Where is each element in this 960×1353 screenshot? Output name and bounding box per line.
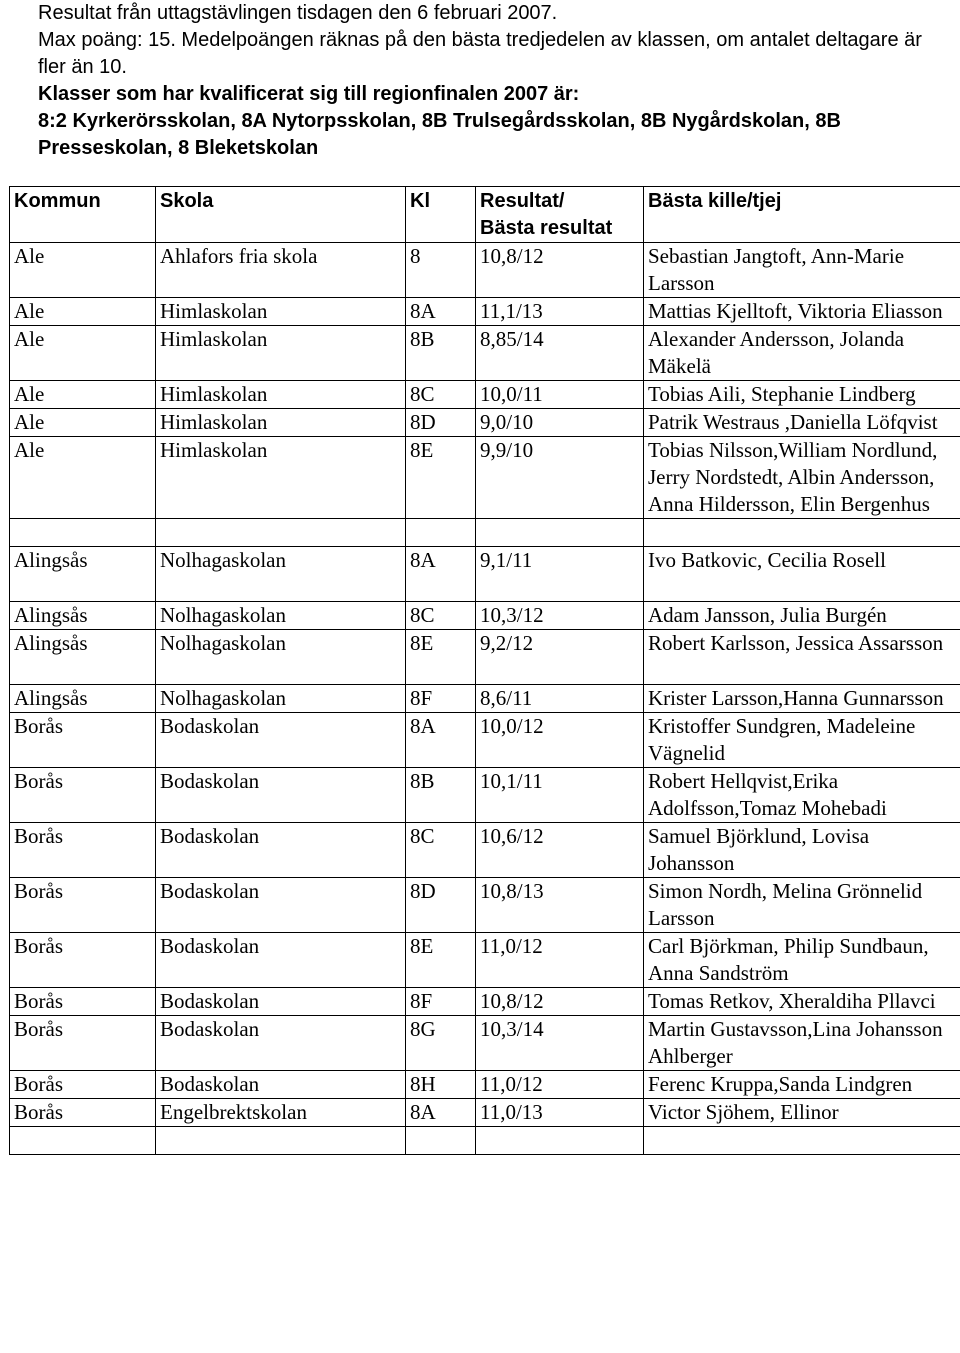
empty-cell — [644, 1127, 960, 1155]
cell-kl: 8 — [406, 243, 476, 298]
cell-basta: Tobias Aili, Stephanie Lindberg — [644, 381, 960, 409]
empty-cell — [476, 519, 644, 547]
cell-skola: Himlaskolan — [156, 437, 406, 519]
intro-line-2: Max poäng: 15. Medelpoängen räknas på den bästa tredjedelen av klassen, om antalet deltagare är fler än 10. — [38, 29, 922, 78]
empty-row — [10, 1127, 960, 1155]
cell-skola: Himlaskolan — [156, 298, 406, 326]
cell-resultat: 11,0/13 — [476, 1099, 644, 1127]
cell-skola: Nolhagaskolan — [156, 602, 406, 630]
cell-basta: Ivo Batkovic, Cecilia Rosell — [644, 547, 960, 602]
cell-basta: Kristoffer Sundgren, Madeleine Vägnelid — [644, 713, 960, 768]
cell-skola: Bodaskolan — [156, 1071, 406, 1099]
cell-kommun: Alingsås — [10, 602, 156, 630]
table-row — [10, 1071, 960, 1099]
cell-kommun: Ale — [10, 437, 156, 519]
cell-kommun: Borås — [10, 1016, 156, 1071]
cell-kl: 8H — [406, 1071, 476, 1099]
cell-basta: Krister Larsson,Hanna Gunnarsson — [644, 685, 960, 713]
cell-basta: Martin Gustavsson,Lina Johansson Ahlberger — [644, 1016, 960, 1071]
cell-kl: 8A — [406, 298, 476, 326]
header-resultat — [476, 187, 644, 243]
table-row — [10, 768, 960, 823]
table-row — [10, 713, 960, 768]
table-row — [10, 823, 960, 878]
cell-kl: 8B — [406, 768, 476, 823]
empty-cell — [10, 1127, 156, 1155]
table-row — [10, 602, 960, 630]
cell-resultat: 10,0/11 — [476, 381, 644, 409]
cell-skola: Engelbrektskolan — [156, 1099, 406, 1127]
cell-basta: Alexander Andersson, Jolanda Mäkelä — [644, 326, 960, 381]
empty-row — [10, 519, 960, 547]
cell-kommun: Borås — [10, 878, 156, 933]
cell-resultat: 10,8/12 — [476, 243, 644, 298]
cell-skola: Bodaskolan — [156, 933, 406, 988]
cell-skola: Nolhagaskolan — [156, 685, 406, 713]
cell-kl: 8C — [406, 602, 476, 630]
cell-kommun: Borås — [10, 933, 156, 988]
cell-kommun: Borås — [10, 1071, 156, 1099]
cell-kl: 8C — [406, 381, 476, 409]
cell-resultat: 10,0/12 — [476, 713, 644, 768]
cell-kommun: Alingsås — [10, 630, 156, 685]
cell-basta: Robert Karlsson, Jessica Assarsson — [644, 630, 960, 685]
cell-basta: Samuel Björklund, Lovisa Johansson — [644, 823, 960, 878]
cell-kommun: Borås — [10, 823, 156, 878]
cell-kl: 8E — [406, 437, 476, 519]
cell-kl: 8A — [406, 713, 476, 768]
cell-resultat: 11,0/12 — [476, 933, 644, 988]
cell-basta: Robert Hellqvist,Erika Adolfsson,Tomaz Mohebadi — [644, 768, 960, 823]
table-body — [10, 243, 960, 1155]
cell-kommun: Ale — [10, 326, 156, 381]
cell-kl: 8A — [406, 1099, 476, 1127]
cell-skola: Bodaskolan — [156, 988, 406, 1016]
cell-resultat: 8,85/14 — [476, 326, 644, 381]
cell-kommun: Ale — [10, 243, 156, 298]
cell-skola: Himlaskolan — [156, 326, 406, 381]
cell-kommun: Ale — [10, 298, 156, 326]
cell-kl: 8G — [406, 1016, 476, 1071]
cell-kommun: Ale — [10, 409, 156, 437]
cell-resultat: 10,8/12 — [476, 988, 644, 1016]
empty-cell — [406, 519, 476, 547]
empty-cell — [156, 1127, 406, 1155]
qualified-heading: Klasser som har kvalificerat sig till regionfinalen 2007 är: — [38, 83, 580, 105]
cell-skola: Ahlafors fria skola — [156, 243, 406, 298]
cell-kl: 8F — [406, 988, 476, 1016]
cell-skola: Bodaskolan — [156, 823, 406, 878]
table-row — [10, 381, 960, 409]
cell-resultat: 10,8/13 — [476, 878, 644, 933]
cell-resultat: 10,6/12 — [476, 823, 644, 878]
table-row — [10, 685, 960, 713]
cell-kommun: Alingsås — [10, 547, 156, 602]
table-row — [10, 326, 960, 381]
table-row — [10, 243, 960, 298]
cell-basta: Patrik Westraus ,Daniella Löfqvist — [644, 409, 960, 437]
cell-resultat: 9,1/11 — [476, 547, 644, 602]
empty-cell — [644, 519, 960, 547]
header-basta: Bästa kille/tjej — [644, 187, 960, 243]
header-resultat-line2: Bästa resultat — [480, 217, 613, 239]
cell-resultat: 10,3/14 — [476, 1016, 644, 1071]
cell-resultat: 9,9/10 — [476, 437, 644, 519]
intro-text — [38, 0, 938, 162]
cell-kommun: Borås — [10, 1099, 156, 1127]
cell-resultat: 8,6/11 — [476, 685, 644, 713]
intro-line-1: Resultat från uttagstävlingen tisdagen den 6 februari 2007. — [38, 2, 558, 24]
cell-skola: Bodaskolan — [156, 878, 406, 933]
cell-kl: 8D — [406, 409, 476, 437]
table-row — [10, 988, 960, 1016]
cell-basta: Tomas Retkov, Xheraldiha Pllavci — [644, 988, 960, 1016]
cell-kommun: Borås — [10, 988, 156, 1016]
cell-kl: 8F — [406, 685, 476, 713]
empty-cell — [10, 519, 156, 547]
empty-cell — [156, 519, 406, 547]
cell-skola: Bodaskolan — [156, 713, 406, 768]
cell-skola: Himlaskolan — [156, 381, 406, 409]
header-kommun: Kommun — [10, 187, 156, 243]
cell-kl: 8B — [406, 326, 476, 381]
cell-basta: Simon Nordh, Melina Grönnelid Larsson — [644, 878, 960, 933]
cell-kommun: Alingsås — [10, 685, 156, 713]
table-row — [10, 409, 960, 437]
cell-resultat: 10,1/11 — [476, 768, 644, 823]
cell-resultat: 9,2/12 — [476, 630, 644, 685]
cell-skola: Bodaskolan — [156, 768, 406, 823]
results-table — [9, 186, 960, 1155]
table-row — [10, 1016, 960, 1071]
table-row — [10, 437, 960, 519]
cell-skola: Nolhagaskolan — [156, 630, 406, 685]
cell-kl: 8D — [406, 878, 476, 933]
cell-basta: Sebastian Jangtoft, Ann-Marie Larsson — [644, 243, 960, 298]
cell-kommun: Ale — [10, 381, 156, 409]
table-row — [10, 933, 960, 988]
empty-cell — [406, 1127, 476, 1155]
cell-basta: Ferenc Kruppa,Sanda Lindgren — [644, 1071, 960, 1099]
cell-resultat: 11,1/13 — [476, 298, 644, 326]
header-skola: Skola — [156, 187, 406, 243]
table-row — [10, 547, 960, 602]
qualified-list: 8:2 Kyrkerörsskolan, 8A Nytorpsskolan, 8B Trulsegårdsskolan, 8B Nygårdskolan, 8B Presseskolan, 8 Bleketskolan — [38, 110, 841, 159]
cell-resultat: 11,0/12 — [476, 1071, 644, 1099]
table-row — [10, 1099, 960, 1127]
header-kl: Kl — [406, 187, 476, 243]
cell-skola: Bodaskolan — [156, 1016, 406, 1071]
cell-basta: Victor Sjöhem, Ellinor — [644, 1099, 960, 1127]
cell-kl: 8C — [406, 823, 476, 878]
cell-kl: 8A — [406, 547, 476, 602]
table-row — [10, 298, 960, 326]
table-header-row — [10, 187, 960, 243]
cell-skola: Nolhagaskolan — [156, 547, 406, 602]
cell-resultat: 10,3/12 — [476, 602, 644, 630]
cell-skola: Himlaskolan — [156, 409, 406, 437]
cell-kl: 8E — [406, 630, 476, 685]
cell-kl: 8E — [406, 933, 476, 988]
table-row — [10, 630, 960, 685]
cell-basta: Carl Björkman, Philip Sundbaun, Anna Sandström — [644, 933, 960, 988]
empty-cell — [476, 1127, 644, 1155]
cell-basta: Tobias Nilsson,William Nordlund, Jerry Nordstedt, Albin Andersson, Anna Hildersson, Elin Bergenhus — [644, 437, 960, 519]
table-row — [10, 878, 960, 933]
cell-basta: Adam Jansson, Julia Burgén — [644, 602, 960, 630]
cell-kommun: Borås — [10, 768, 156, 823]
cell-resultat: 9,0/10 — [476, 409, 644, 437]
cell-basta: Mattias Kjelltoft, Viktoria Eliasson — [644, 298, 960, 326]
header-resultat-line1: Resultat/ — [480, 190, 565, 212]
cell-kommun: Borås — [10, 713, 156, 768]
